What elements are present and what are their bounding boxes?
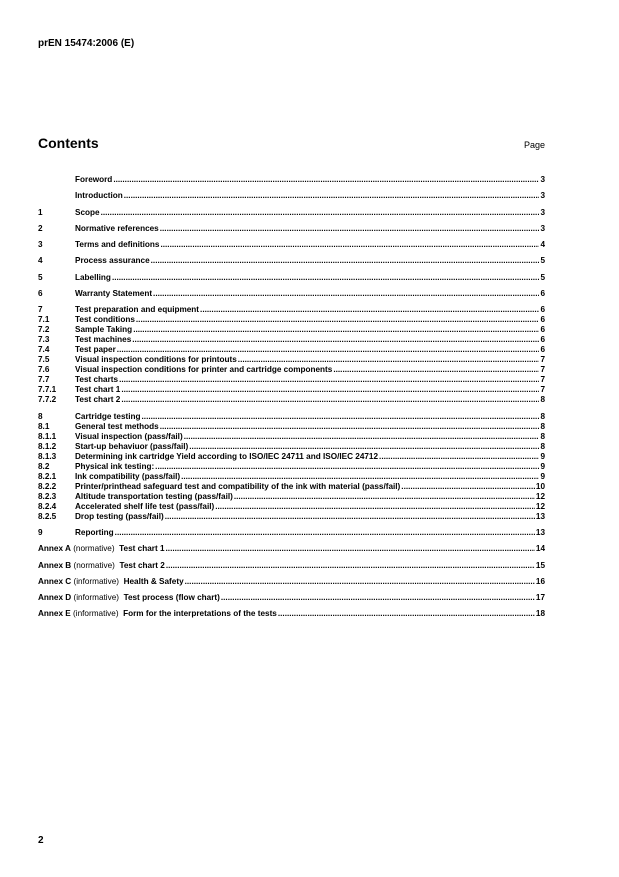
toc-entry[interactable]	[38, 335, 545, 345]
dot-leader	[379, 452, 539, 462]
dot-leader	[153, 289, 539, 299]
toc-entry[interactable]	[38, 191, 545, 201]
toc-entry[interactable]	[38, 502, 545, 512]
toc-entry-title: Test conditions	[75, 315, 135, 325]
toc-entry-page: 13	[535, 511, 545, 521]
toc-entry[interactable]	[38, 472, 545, 482]
toc-entry-title: Terms and definitions	[75, 240, 160, 250]
page-number: 2	[38, 835, 44, 846]
toc-entry-number: 8.2.1	[38, 471, 57, 481]
toc-entry-title: Introduction	[75, 191, 123, 201]
annex-page: 16	[535, 576, 545, 586]
toc-entry-page: 8	[540, 431, 545, 441]
toc-entry-title: Determining ink cartridge Yield according to ISO/IEC 24711 and ISO/IEC 24712	[75, 451, 379, 461]
toc-entry-title: Test chart 1	[75, 385, 121, 395]
annex-title: Test chart 2	[119, 560, 165, 570]
annex-label: Annex B	[38, 560, 72, 570]
toc-entry[interactable]	[38, 289, 545, 299]
toc-entry-number: 7.4	[38, 345, 50, 355]
toc-entry-page: 6	[540, 289, 545, 299]
annex-label: Annex A	[38, 544, 71, 554]
dot-leader	[112, 273, 540, 283]
toc-entry-number: 7.7.1	[38, 385, 57, 395]
toc-entry-page: 7	[540, 375, 545, 385]
dot-leader	[113, 175, 539, 185]
toc-annex-entry[interactable]	[38, 593, 545, 603]
page-column-label: Page	[523, 140, 545, 150]
toc-annex-entry[interactable]	[38, 561, 545, 571]
toc-entry-page: 4	[540, 240, 545, 250]
toc-entry-title: Test paper	[75, 345, 116, 355]
toc-entry-number: 9	[38, 527, 43, 537]
annex-label: Annex D	[38, 593, 72, 603]
dot-leader	[160, 224, 540, 234]
dot-leader	[238, 355, 540, 365]
toc-entry[interactable]	[38, 422, 545, 432]
dot-leader	[184, 432, 540, 442]
toc-entry-number: 8.1.1	[38, 431, 57, 441]
annex-kind: (informative)	[73, 576, 119, 586]
dot-leader	[401, 482, 535, 492]
toc-entry-page: 7	[540, 385, 545, 395]
document-id: prEN 15474:2006 (E)	[38, 38, 135, 49]
toc-entry-title: Warranty Statement	[75, 289, 153, 299]
toc-entry-number: 5	[38, 272, 43, 282]
toc-entry-title: Altitude transportation testing (pass/fail)	[75, 491, 233, 501]
toc-entry-title: Process assurance	[75, 256, 150, 266]
dot-leader	[160, 422, 540, 432]
toc-entry-page: 6	[540, 325, 545, 335]
toc-entry[interactable]	[38, 256, 545, 266]
toc-entry[interactable]	[38, 345, 545, 355]
dot-leader	[101, 208, 540, 218]
toc-entry-title: General test methods	[75, 421, 159, 431]
toc-entry-number: 7.7	[38, 375, 50, 385]
toc-annex-entry[interactable]	[38, 577, 545, 587]
toc-entry[interactable]	[38, 208, 545, 218]
toc-entry-number: 4	[38, 256, 43, 266]
dot-leader	[160, 240, 539, 250]
toc-entry-title: Physical ink testing:	[75, 461, 155, 471]
toc-entry[interactable]	[38, 385, 545, 395]
annex-label: Annex C	[38, 576, 72, 586]
toc-entry-page: 9	[540, 471, 545, 481]
toc-entry-title: Start-up behaviuor (pass/fail)	[75, 441, 189, 451]
toc-entry-page: 6	[540, 335, 545, 345]
toc-entry-number: 8.2.4	[38, 501, 57, 511]
toc-entry[interactable]	[38, 432, 545, 442]
toc-entry-page: 3	[540, 175, 545, 184]
dot-leader	[133, 325, 539, 335]
toc-entry-number: 8.2.2	[38, 481, 57, 491]
dot-leader	[234, 492, 535, 502]
dot-leader	[185, 577, 535, 587]
toc-entry[interactable]	[38, 462, 545, 472]
annex-kind: (informative)	[73, 609, 119, 619]
page-title: Contents	[38, 135, 99, 151]
toc-entry-page: 3	[540, 223, 545, 233]
dot-leader	[189, 442, 539, 452]
toc-entry-number: 7.6	[38, 365, 50, 375]
toc-entry-title: Visual inspection conditions for printouts	[75, 355, 237, 365]
toc-entry-number: 8.2	[38, 461, 50, 471]
toc-entry[interactable]	[38, 365, 545, 375]
annex-title: Test process (flow chart)	[123, 593, 220, 603]
toc-annex-entry[interactable]	[38, 544, 545, 554]
toc-entry-title: Ink compatibility (pass/fail)	[75, 471, 181, 481]
toc-entry-number: 6	[38, 289, 43, 299]
toc-entry-page: 8	[540, 421, 545, 431]
annex-page: 15	[535, 560, 545, 570]
toc-entry-title: Scope	[75, 207, 100, 217]
toc-entry[interactable]	[38, 452, 545, 462]
toc-entry-number: 7.1	[38, 315, 50, 325]
toc-entry[interactable]	[38, 528, 545, 538]
toc-entry-title: Visual inspection conditions for printer and cartridge components	[75, 365, 333, 375]
dot-leader	[115, 528, 535, 538]
toc-entry[interactable]	[38, 273, 545, 283]
dot-leader	[121, 385, 539, 395]
toc-entry-title: Test chart 2	[75, 395, 121, 405]
toc-entry-page: 12	[535, 491, 545, 501]
annex-kind: (normative)	[73, 544, 115, 554]
toc-entry-page: 12	[535, 501, 545, 511]
toc-entry-title: Visual inspection (pass/fail)	[75, 431, 183, 441]
dot-leader	[136, 315, 540, 325]
toc-entry-page: 3	[540, 191, 545, 201]
toc-annex-entry[interactable]	[38, 609, 545, 619]
toc-entry-number: 7.7.2	[38, 395, 57, 405]
dot-leader	[215, 502, 535, 512]
toc-entry-number: 8.2.5	[38, 511, 57, 521]
toc-entry-title: Normative references	[75, 223, 159, 233]
toc-entry-number: 8.1	[38, 421, 50, 431]
toc-entry-number: 7.3	[38, 335, 50, 345]
toc-entry[interactable]	[38, 412, 545, 422]
toc-entry-page: 5	[540, 256, 545, 266]
toc-entry[interactable]	[38, 482, 545, 492]
dot-leader	[142, 412, 540, 422]
dot-leader	[117, 345, 540, 355]
toc-entry-title: Drop testing (pass/fail)	[75, 511, 164, 521]
dot-leader	[151, 256, 540, 266]
toc-entry[interactable]	[38, 305, 545, 315]
toc-entry-page: 5	[540, 272, 545, 282]
toc-entry[interactable]	[38, 325, 545, 335]
toc-entry-number: 8.1.2	[38, 441, 57, 451]
toc-entry-number: 2	[38, 223, 43, 233]
toc-entry[interactable]	[38, 512, 545, 522]
toc-entry-page: 8	[540, 411, 545, 421]
dot-leader	[132, 335, 539, 345]
toc-entry[interactable]	[38, 355, 545, 365]
toc-entry-title: Cartridge testing	[75, 411, 141, 421]
dot-leader	[333, 365, 539, 375]
toc-entry-page: 9	[540, 461, 545, 471]
annex-title: Test chart 1	[119, 544, 165, 554]
annex-title: Form for the interpretations of the tests	[123, 609, 277, 619]
toc-entry-page: 3	[540, 207, 545, 217]
toc-entry-title: Labelling	[75, 272, 111, 282]
toc-entry-number: 7	[38, 305, 43, 315]
dot-leader	[166, 561, 535, 571]
dot-leader	[166, 544, 535, 554]
toc-entry-title: Test machines	[75, 335, 132, 345]
dot-leader	[181, 472, 539, 482]
toc-entry[interactable]	[38, 442, 545, 452]
toc-entry-title: Printer/printhead safeguard test and compatibility of the ink with material (pass/fail)	[75, 481, 401, 491]
dot-leader	[121, 395, 539, 405]
toc-entry-page: 8	[540, 441, 545, 451]
toc-entry-page: 13	[535, 527, 545, 537]
toc-entry-page: 6	[540, 305, 545, 315]
dot-leader	[278, 609, 535, 619]
toc-entry-page: 10	[535, 481, 545, 491]
toc-entry-page: 7	[540, 365, 545, 375]
toc-entry-page: 7	[540, 355, 545, 365]
toc-entry-title: Sample Taking	[75, 325, 133, 335]
toc-entry-number: 8	[38, 411, 43, 421]
toc-entry-title: Reporting	[75, 527, 114, 537]
dot-leader	[165, 512, 535, 522]
toc-entry-page: 6	[540, 345, 545, 355]
dot-leader	[155, 462, 539, 472]
toc-entry-title: Test preparation and equipment	[75, 305, 200, 315]
toc-entry-title: Accelerated shelf life test (pass/fail)	[75, 501, 215, 511]
toc-entry[interactable]	[38, 375, 545, 385]
annex-page: 14	[535, 544, 545, 554]
dot-leader	[200, 305, 539, 315]
annex-page: 17	[535, 593, 545, 603]
toc-entry-page: 8	[540, 395, 545, 405]
dot-leader	[221, 593, 535, 603]
toc-entry-number: 7.5	[38, 355, 50, 365]
toc-entry[interactable]	[38, 224, 545, 234]
dot-leader	[119, 375, 539, 385]
toc-entry[interactable]	[38, 240, 545, 250]
toc-entry-number: 8.2.3	[38, 491, 57, 501]
toc-entry-number: 1	[38, 207, 43, 217]
annex-kind: (informative)	[73, 593, 119, 603]
toc-entry-number: 7.2	[38, 325, 50, 335]
toc-entry-page: 9	[540, 451, 545, 461]
annex-label: Annex E	[38, 609, 71, 619]
dot-leader	[124, 191, 540, 201]
annex-page: 18	[535, 609, 545, 619]
toc-entry[interactable]	[38, 492, 545, 502]
table-of-contents	[38, 175, 545, 619]
annex-title: Health & Safety	[123, 576, 184, 586]
toc-entry[interactable]	[38, 395, 545, 405]
annex-kind: (normative)	[73, 560, 115, 570]
toc-entry[interactable]	[38, 315, 545, 325]
toc-entry-number: 3	[38, 240, 43, 250]
toc-entry[interactable]	[38, 175, 545, 185]
toc-entry-page: 6	[540, 315, 545, 325]
toc-entry-number: 8.1.3	[38, 451, 57, 461]
toc-entry-title: Test charts	[75, 375, 119, 385]
toc-entry-title: Foreword	[75, 175, 113, 184]
